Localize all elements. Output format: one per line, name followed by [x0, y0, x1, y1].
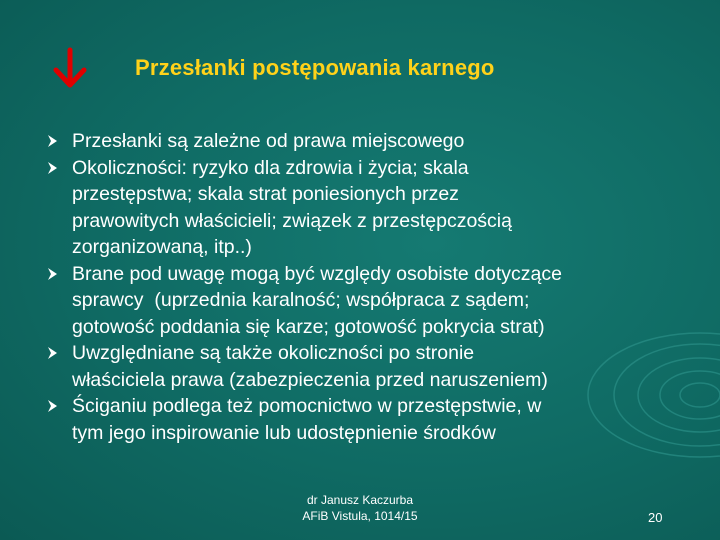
bullet-line: tym jego inspirowanie lub udostępnienie środków	[72, 421, 496, 444]
bullet-line: sprawcy (uprzednia karalność; współpraca z sądem;	[72, 289, 530, 311]
page-number: 20	[648, 510, 663, 525]
bullet-line: przestępstwa; skala strat poniesionych przez	[72, 183, 459, 205]
arrowhead-bullet-icon	[44, 128, 62, 154]
slide-title: Przesłanki postępowania karnego	[135, 55, 495, 80]
footer-author-name: dr Janusz Kaczurba	[306, 493, 414, 507]
arrowhead-bullet-icon	[44, 261, 62, 287]
footer-author	[260, 492, 460, 524]
bullet-line: właściciela prawa (zabezpieczenia przed naruszeniem)	[72, 368, 548, 391]
bullet-line: Ściganiu podlega też pomocnictwo w przestępstwie, w	[72, 395, 542, 417]
down-arrow-icon	[48, 46, 92, 90]
bullet-line: gotowość poddania się karze; gotowość pokrycia strat)	[72, 315, 545, 338]
bullet-line: prawowitych właścicieli; związek z przestępczością	[72, 209, 512, 232]
footer-affiliation: AFiB Vistula, 1014/15	[302, 509, 418, 523]
arrowhead-bullet-icon	[44, 340, 62, 366]
bullet-line: Uwzględniane są także okoliczności po stronie	[72, 342, 475, 364]
bullet-item	[46, 155, 686, 261]
bullet-line: zorganizowaną, itp..)	[72, 236, 252, 258]
bullet-line: Brane pod uwagę mogą być względy osobiste dotyczące	[72, 262, 562, 285]
bullet-item	[46, 261, 686, 341]
arrowhead-bullet-icon	[44, 155, 62, 181]
bullet-item	[46, 393, 686, 446]
arrowhead-bullet-icon	[44, 393, 62, 419]
bullet-item	[46, 340, 686, 393]
bullet-line: Okoliczności: ryzyko dla zdrowia i życia; skala	[72, 156, 469, 179]
bullet-line: Przesłanki są zależne od prawa miejscowego	[72, 130, 465, 152]
bullet-list	[46, 128, 686, 446]
bullet-item	[46, 128, 686, 155]
